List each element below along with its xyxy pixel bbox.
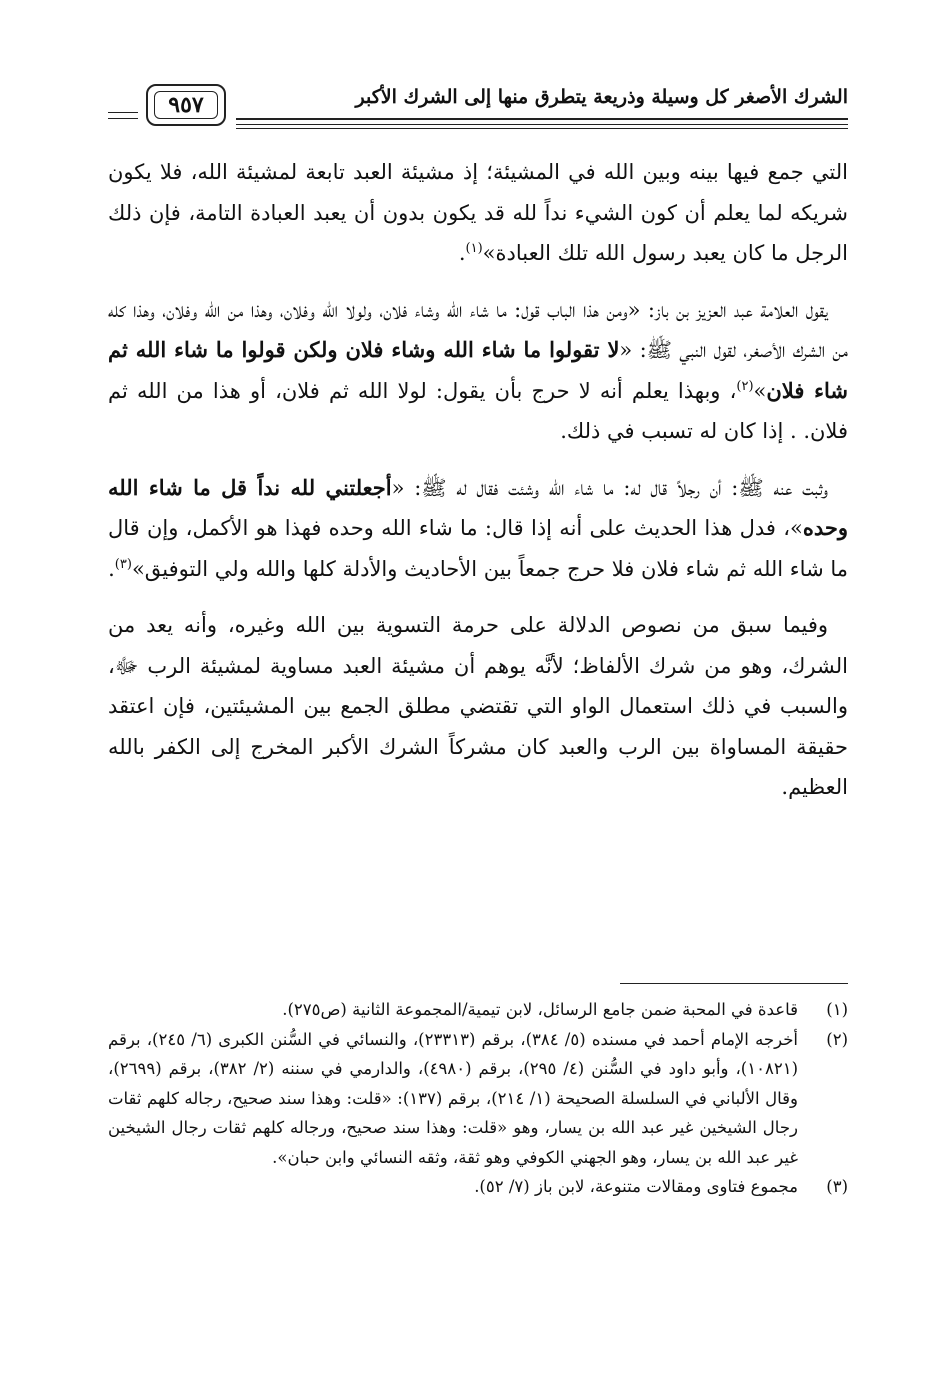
paragraph-2: [108, 290, 848, 452]
paragraph-text: وفيما سبق من نصوص الدلالة على حرمة التسوية بين الله وغيره، وأنه يعد من الشرك، وهو من شرك الألفاظ؛ لأنَّه يوهم أن مشيئة العبد مساوية لمشيئة الرب ﷻ، والسبب في ذلك استعمال الواو التي تقتضي مطلق الجمع بين المشيئتين، فإن اعتقد حقيقة المساواة بين الرب والعبد كان مشركاً الشرك الأكبر المخرج إلى الكفر بالله العظيم.: [108, 613, 848, 799]
header-rule: [108, 112, 138, 113]
footnote-ref[interactable]: (١): [465, 241, 483, 256]
paragraph-text: »: [753, 378, 767, 403]
main-text: [108, 152, 848, 808]
paragraph-text: وثبت عنه ﷺ: أن رجلاً قال له: ما شاء الله وشئت فقال له ﷺ: «: [391, 475, 828, 500]
footnote-ref[interactable]: (٣): [114, 556, 132, 572]
header-rule: [108, 118, 138, 119]
running-title: الشرك الأصغر كل وسيلة وذريعة يتطرق منها إلى الشرك الأكبر: [355, 86, 848, 108]
paragraph-text: يقول العلامة عبد العزيز بن باز: «ومن هذا الباب قول: ما شاء الله وشاء فلان، ولولا الله وفلان، وهذا من الله وفلان، وهذا كله من الشرك الأصغر، لقول النبي ﷺ: «: [108, 297, 848, 362]
paragraph-3: [108, 468, 848, 590]
page-number-frame: [146, 84, 226, 126]
header-rule: [236, 118, 848, 120]
paragraph-text: »، فدل هذا الحديث على أنه إذا قال: ما شاء الله وحده فهذا هو الأكمل، وإن قال ما شاء الله ثم شاء فلان فلا حرج جمعاً بين الأحاديث والأدلة كلها والله ولي التوفيق»: [108, 516, 848, 581]
paragraph-text: ، وبهذا يعلم أنه لا حرج بأن يقول: لولا الله ثم فلان، أو هذا من الله ثم فلان. . إذا كان له تسبب في ذلك.: [108, 378, 848, 443]
footnote-item: [108, 1025, 848, 1173]
footnote-text: قاعدة في المحبة ضمن جامع الرسائل، لابن تيمية/المجموعة الثانية (ص٢٧٥).: [282, 1000, 798, 1019]
paragraph-1: [108, 152, 848, 274]
footnotes: [108, 995, 848, 1202]
page-header: [108, 78, 848, 136]
footnote-ref[interactable]: (٢): [736, 378, 754, 394]
footnote-separator: [620, 983, 848, 984]
paragraph-text: .: [458, 241, 466, 265]
hadith-quote: أجعلتني لله نداً قل ما شاء الله وحده: [108, 474, 848, 540]
footnote-text: أخرجه الإمام أحمد في مسنده (٥/ ٣٨٤)، برقم (٢٣٣١٣)، والنسائي في السُّنن الكبرى (٦/ ٢٤٥)، برقم (١٠٨٢١)، وأبو داود في السُّنن (٤/ ٢٩٥)، برقم (٤٩٨٠)، والدارمي في سننه (٢/ ٣٨٢)، برقم (٢٦٩٩)، وقال الألباني في السلسلة الصحيحة (١/ ٢١٤)، برقم (١٣٧): «قلت: وهذا سند صحيح، رجاله كلهم ثقات رجال الشيخين غير عبد الله بن يسار، وهو «قلت: وهذا سند صحيح، ورجاله كلهم ثقات رجال الشيخين غير عبد الله بن يسار، وهو الجهني الكوفي وهو ثقة، وثقه النسائي وابن حبان».: [108, 1029, 798, 1167]
paragraph-4: [108, 605, 848, 808]
header-rule: [236, 124, 848, 125]
paragraph-text: التي جمع فيها بينه وبين الله في المشيئة؛ إذ مشيئة العبد تابعة لمشيئة الله، فلا يكون شريكه لما يعلم أن كون الشيء نداً لله قد يكون بدون أن يعبد العبادة التامة، فإن ذلك الرجل ما كان يعبد رسول الله تلك العبادة»: [108, 160, 848, 265]
footnote-number: (٣): [826, 1177, 848, 1196]
paragraph-text: .: [108, 556, 115, 581]
footnote-item: [108, 995, 848, 1025]
page-number: ٩٥٧: [154, 91, 218, 119]
header-rule: [236, 128, 848, 129]
hadith-quote: لا تقولوا ما شاء الله وشاء فلان ولكن قولوا ما شاء الله ثم شاء فلان: [108, 337, 849, 403]
footnote-number: (١): [826, 1000, 848, 1019]
footnote-text: مجموع فتاوى ومقالات متنوعة، لابن باز (٧/ ٥٢).: [474, 1177, 798, 1196]
footnote-number: (٢): [826, 1029, 848, 1049]
footnote-item: [108, 1172, 848, 1202]
